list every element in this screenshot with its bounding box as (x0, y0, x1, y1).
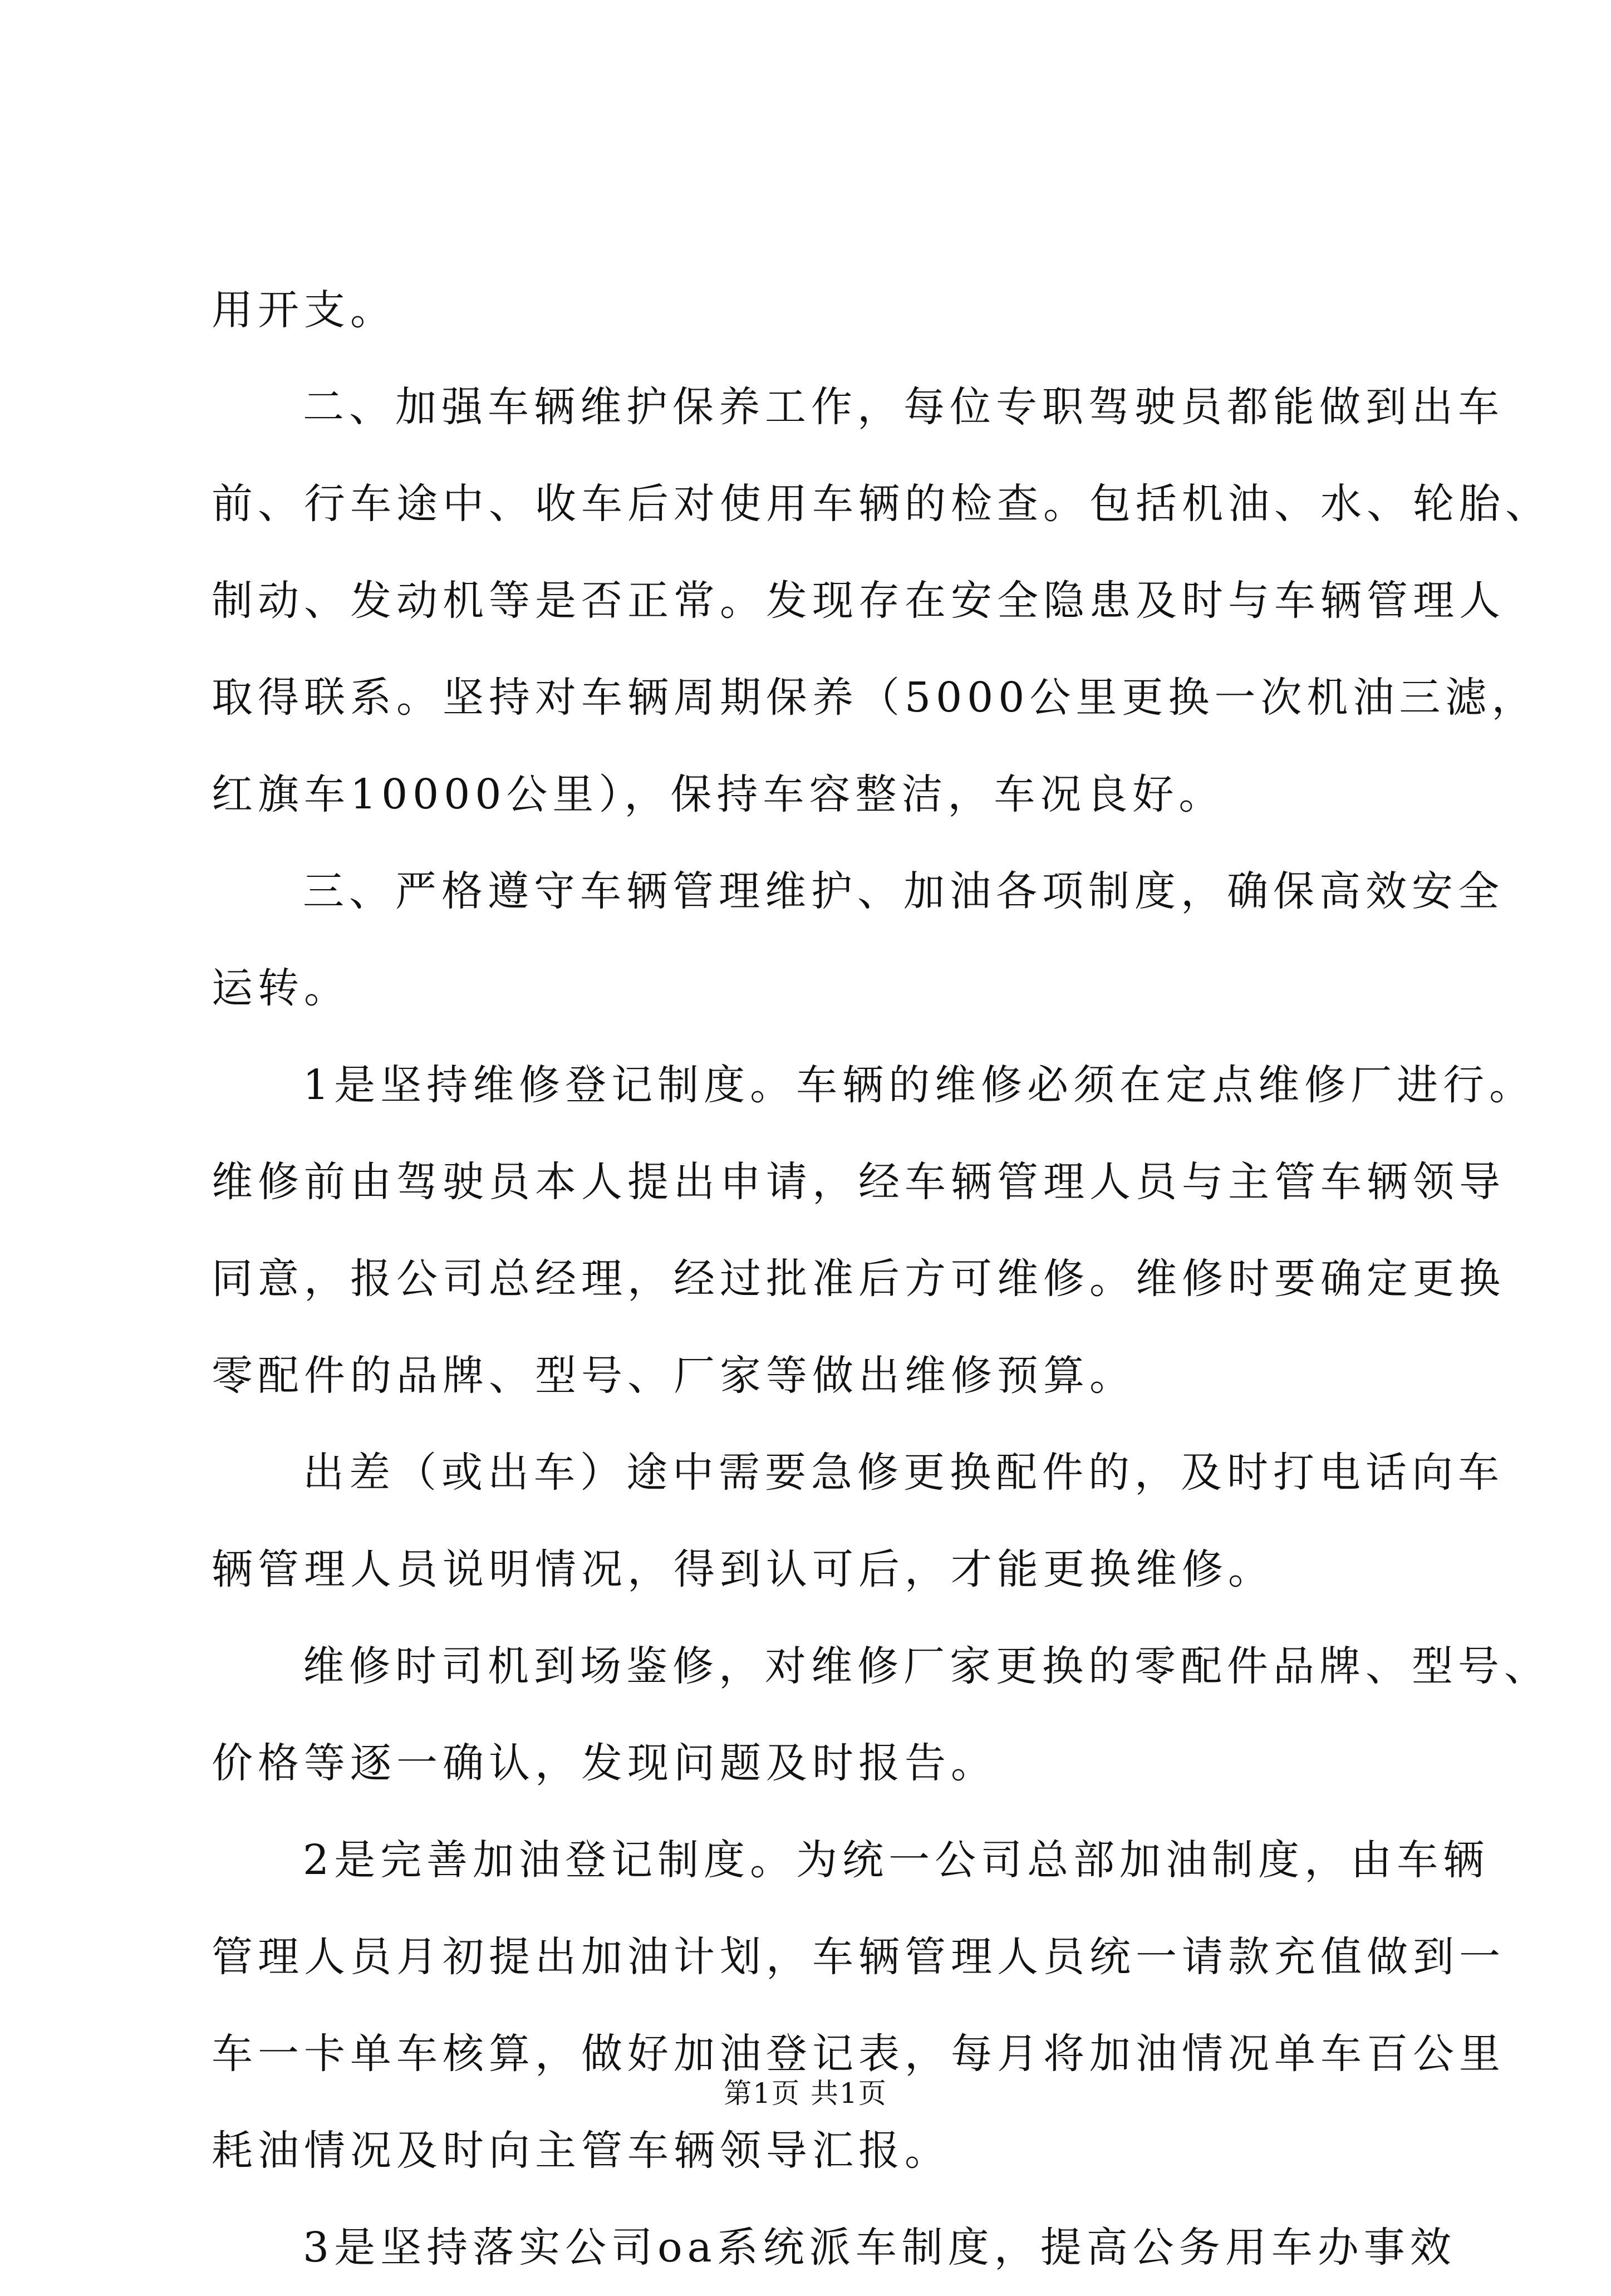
text-line: 运转。 (212, 964, 350, 1012)
text-line: 用开支。 (212, 286, 396, 334)
text-line: 3是坚持落实公司oa系统派车制度，提高公务用车办事效 (303, 2224, 1456, 2272)
paragraph (212, 2199, 1456, 2296)
text-line: 管理人员月初提出加油计划，车辆管理人员统一请款充值做到一 (212, 1933, 1505, 1981)
text-line: 辆管理人员说明情况，得到认可后，才能更换维修。 (212, 1546, 1274, 1593)
text-line: 零配件的品牌、型号、厂家等做出维修预算。 (212, 1352, 1136, 1400)
paragraph (212, 359, 1551, 843)
text-line: 维修前由驾驶员本人提出申请，经车辆管理人员与主管车辆领导 (212, 1158, 1505, 1206)
page-number-footer: 第1页 共1页 (724, 2077, 887, 2109)
text-line: 价格等逐一确认，发现问题及时报告。 (212, 1739, 997, 1787)
text-line: 制动、发动机等是否正常。发现存在安全隐患及时与车辆管理人 (212, 577, 1505, 625)
text-line: 三、严格遵守车辆管理维护、加油各项制度，确保高效安全 (303, 867, 1504, 915)
paragraph (212, 262, 1414, 359)
text-line: 耗油情况及时向主管车辆领导汇报。 (212, 2127, 951, 2175)
paragraph (212, 1424, 1504, 1618)
text-line: 维修时司机到场鉴修，对维修厂家更换的零配件品牌、型号、 (303, 1642, 1550, 1690)
text-line: 前、行车途中、收车后对使用车辆的检查。包括机油、水、轮胎、 (212, 480, 1551, 528)
text-line: 取得联系。坚持对车辆周期保养（5000公里更换一次机油三滤， (212, 674, 1538, 722)
paragraph (212, 1618, 1550, 1812)
text-line: 2是完善加油登记制度。为统一公司总部加油制度，由车辆 (303, 1836, 1490, 1884)
text-line: 红旗车10000公里），保持车容整洁，车况良好。 (212, 771, 1225, 818)
text-line: 同意，报公司总经理，经过批准后方可维修。维修时要确定更换 (212, 1255, 1505, 1303)
document-body (212, 262, 1551, 2296)
text-line: 出差（或出车）途中需要急修更换配件的，及时打电话向车 (303, 1449, 1504, 1497)
paragraph (212, 1037, 1536, 1424)
paragraph (212, 1812, 1505, 2199)
paragraph (212, 843, 1504, 1037)
text-line: 1是坚持维修登记制度。车辆的维修必须在定点维修厂进行。 (303, 1061, 1536, 1109)
text-line: 二、加强车辆维护保养工作，每位专职驾驶员都能做到出车 (303, 383, 1504, 431)
text-line: 车一卡单车核算，做好加油登记表，每月将加油情况单车百公里 (212, 2030, 1505, 2078)
